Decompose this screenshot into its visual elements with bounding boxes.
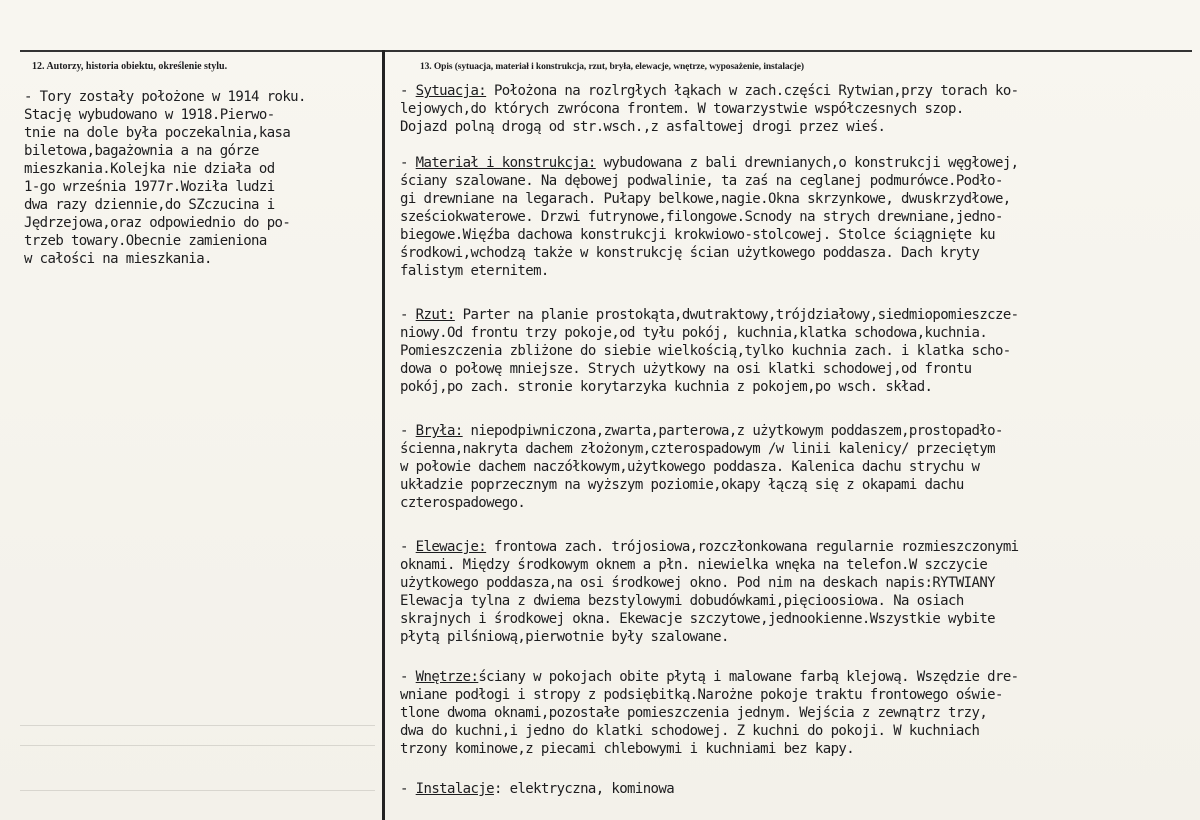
column-divider bbox=[382, 50, 385, 820]
section-label: Elewacje: bbox=[415, 539, 487, 555]
section-text: niepodpiwniczona,zwarta,parterowa,z użytkowym poddaszem,prostopadło- ścienna,nakryta dachem złożonym,czterospadowym /w linii kalenicy/ przeciętym w połowie dachem naczółkowym,użytkowego poddasza. Kalenica dachu strychu w układzie poprzecznym na wyższym poziomie,okapy łączą się z okapami dachu czterospadowego. bbox=[400, 423, 1003, 511]
section-text: : elektryczna, kominowa bbox=[493, 781, 675, 797]
section-label: Bryła: bbox=[415, 423, 463, 439]
authors-history-column bbox=[24, 60, 374, 268]
section-label: Rzut: bbox=[415, 307, 455, 323]
section-label: Sytuacja: bbox=[415, 83, 487, 99]
section-label: Materiał i konstrukcja: bbox=[415, 155, 596, 171]
top-rule bbox=[20, 50, 1192, 52]
authors-heading: 12. Autorzy, historia obiektu, określenie stylu. bbox=[32, 61, 228, 72]
section-text: ściany w pokojach obite płytą i malowane farbą klejową. Wszędzie dre- wniane podłogi i stropy z podsiębitką.Narożne pokoje traktu frontowego oświe- tlone dwoma oknami,pozostałe pomieszczenia jednym. Wejścia z zewnątrz trzy, dwa do kuchni,i jedno do klatki schodowej. Z kuchni do pokoji. W kuchniach trzony kominowe,z piecami chlebowymi i kuchniami bez kapy. bbox=[400, 669, 1019, 757]
bleed-rule bbox=[20, 790, 375, 791]
bleed-rule bbox=[20, 745, 375, 746]
section-elevations: - Elewacje: frontowa zach. trójosiowa,rozczłonkowana regularnie rozmieszczonymi oknami. Między środkowym oknem a płn. niewielka wnęka na telefon.W szczycie użytkowego poddasza,na osi środkowej okno. Pod nim na deskach napis:RYTWIANY Elewacja tylna z dwiema bezstylowymi dobudówkami,pięcioosiowa. Na osiach skrajnych i środkowej okna. Ekewacje szczytowe,jednookienne.Wszystkie wybite płytą pilśniową,pierwotnie były szalowane. bbox=[400, 539, 1019, 645]
description-column bbox=[400, 60, 1192, 798]
section-massing: - Bryła: niepodpiwniczona,zwarta,parterowa,z użytkowym poddaszem,prostopadło- ścienna,nakryta dachem złożonym,czterospadowym /w linii kalenicy/ przeciętym w połowie dachem naczółkowym,użytkowego poddasza. Kalenica dachu strychu w układzie poprzecznym na wyższym poziomie,okapy łączą się z okapami dachu czterospadowego. bbox=[400, 423, 1003, 511]
section-situation: - Sytuacja: Położona na rozlrgłych łąkach w zach.części Rytwian,przy torach ko- lejowych,do których zwrócona frontem. W towarzystwie współczesnych szop. Dojazd polną drogą od str.wsch.,z asfaltowej drogi przez wieś. bbox=[400, 83, 1019, 135]
section-material: - Materiał i konstrukcja: wybudowana z bali drewnianych,o konstrukcji węgłowej, ściany szalowane. Na dębowej podwalinie, ta zaś na ceglanej podmurówce.Podło- gi drewniane na legarach. Pułapy belkowe,nagie.Okna skrzynkowe, dwuskrzydłowe, sześciokwaterowe. Drzwi futrynowe,filongowe.Scnody na strych drewniane,jedno- biegowe.Więźba dachowa konstrukcji krokwiowo-stolcowej. Stolce ściągnięte ku środkowi,wchodzą także w konstrukcję ścian użytkowego poddasza. Dach kryty falistym eternitem. bbox=[400, 155, 1019, 279]
description-heading: 13. Opis (sytuacja, materiał i konstrukcja, rzut, bryła, elewacje, wnętrze, wyposażenie, instalacje) bbox=[420, 62, 804, 72]
section-interior: - Wnętrze:ściany w pokojach obite płytą i malowane farbą klejową. Wszędzie dre- wniane podłogi i stropy z podsiębitką.Narożne pokoje traktu frontowego oświe- tlone dwoma oknami,pozostałe pomieszczenia jednym. Wejścia z zewnątrz trzy, dwa do kuchni,i jedno do klatki schodowej. Z kuchni do pokoji. W kuchniach trzony kominowe,z piecami chlebowymi i kuchniami bez kapy. bbox=[400, 669, 1019, 757]
section-plan: - Rzut: Parter na planie prostokąta,dwutraktowy,trójdziałowy,siedmiopomieszcze- niowy.Od frontu trzy pokoje,od tyłu pokój, kuchnia,klatka schodowa,kuchnia. Pomieszczenia zbliżone do siebie wielkością,tylko kuchnia zach. i klatka scho- dowa o połowę mniejsze. Strych użytkowy na osi klatki schodowej,od frontu pokój,po zach. stronie korytarzyka kuchnia z pokojem,po wsch. skład. bbox=[400, 307, 1019, 395]
section-label: Wnętrze: bbox=[415, 669, 479, 685]
section-label: Instalacje bbox=[415, 781, 494, 797]
section-installations: - Instalacje: elektryczna, kominowa bbox=[400, 781, 675, 797]
bleed-rule bbox=[20, 725, 375, 726]
section-text: wybudowana z bali drewnianych,o konstrukcji węgłowej, ściany szalowane. Na dębowej podwalinie, ta zaś na ceglanej podmurówce.Podło- gi drewniane na legarach. Pułapy belkowe,nagie.Okna skrzynkowe, dwuskrzydłowe, sześciokwaterowe. Drzwi futrynowe,filongowe.Scnody na strych drewniane,jedno- biegowe.Więźba dachowa konstrukcji krokwiowo-stolcowej. Stolce ściągnięte ku środkowi,wchodzą także w konstrukcję ścian użytkowego poddasza. Dach kryty falistym eternitem. bbox=[400, 155, 1019, 279]
section-text: Parter na planie prostokąta,dwutraktowy,trójdziałowy,siedmiopomieszcze- niowy.Od frontu trzy pokoje,od tyłu pokój, kuchnia,klatka schodowa,kuchnia. Pomieszczenia zbliżone do siebie wielkością,tylko kuchnia zach. i klatka scho- dowa o połowę mniejsze. Strych użytkowy na osi klatki schodowej,od frontu pokój,po zach. stronie korytarzyka kuchnia z pokojem,po wsch. skład. bbox=[400, 307, 1019, 395]
authors-history-text: - Tory zostały położone w 1914 roku. Stację wybudowano w 1918.Pierwo- tnie na dole była poczekalnia,kasa biletowa,bagażownia a na górze mieszkania.Kolejka nie działa od 1-go września 1977r.Woziła ludzi dwa razy dziennie,do SZczucina i Jędrzejowa,oraz odpowiednio do po- trzeb towary.Obecnie zamieniona w całości na mieszkania. bbox=[24, 89, 306, 267]
section-text: Położona na rozlrgłych łąkach w zach.części Rytwian,przy torach ko- lejowych,do których zwrócona frontem. W towarzystwie współczesnych szop. Dojazd polną drogą od str.wsch.,z asfaltowej drogi przez wieś. bbox=[400, 83, 1019, 135]
section-text: frontowa zach. trójosiowa,rozczłonkowana regularnie rozmieszczonymi oknami. Między środkowym oknem a płn. niewielka wnęka na telefon.W szczycie użytkowego poddasza,na osi środkowej okno. Pod nim na deskach napis:RYTWIANY Elewacja tylna z dwiema bezstylowymi dobudówkami,pięcioosiowa. Na osiach skrajnych i środkowej okna. Ekewacje szczytowe,jednookienne.Wszystkie wybite płytą pilśniową,pierwotnie były szalowane. bbox=[400, 539, 1019, 645]
